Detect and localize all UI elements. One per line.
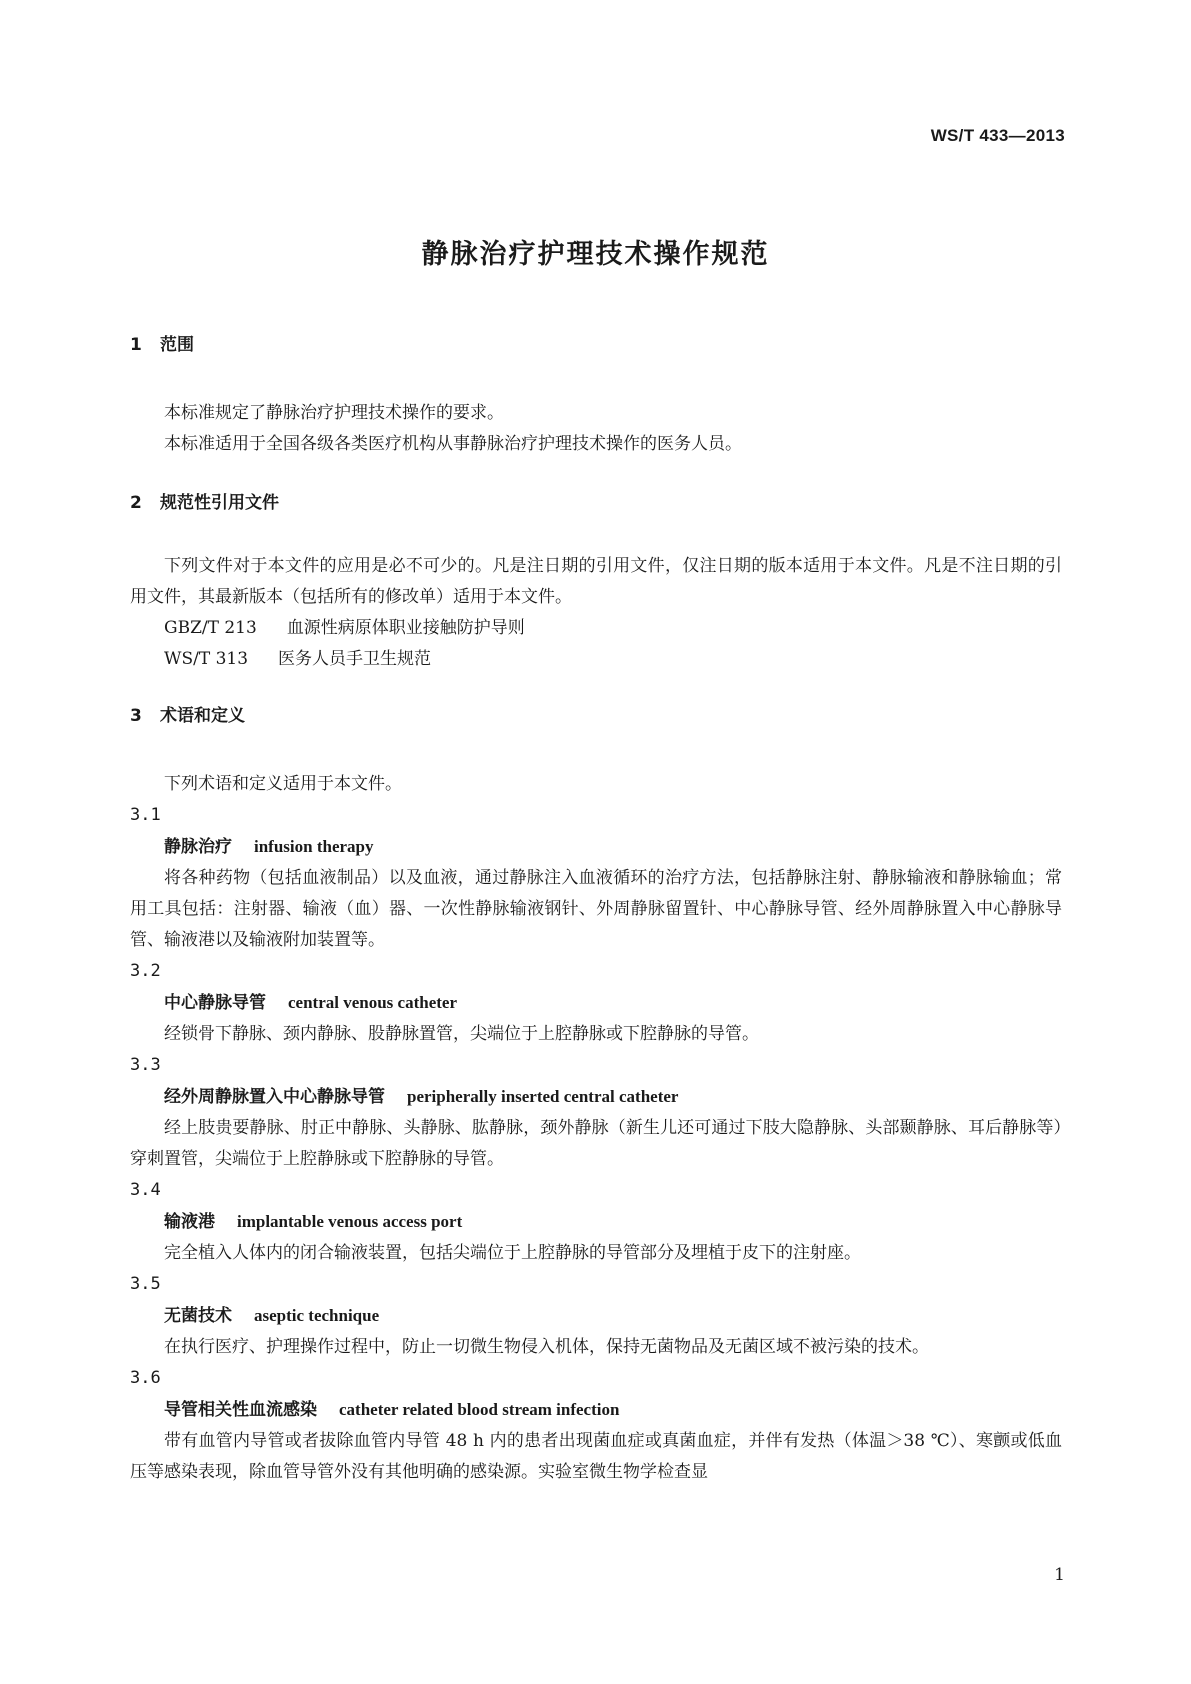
section-heading-terms-definitions — [130, 701, 1062, 731]
section-number: 1 — [130, 335, 142, 355]
term-number: 3.4 — [130, 1180, 161, 1200]
reference-code: GBZ/T 213 — [164, 618, 257, 638]
standard-code: WS/T 433—2013 — [930, 126, 1065, 145]
term-heading — [130, 831, 1062, 863]
document-body — [130, 330, 1062, 1488]
paragraph: 下列文件对于本文件的应用是必不可少的。凡是注日期的引用文件，仅注日期的版本适用于本文件。凡是不注日期的引用文件，其最新版本（包括所有的修改单）适用于本文件。 — [130, 556, 1062, 607]
term-en: catheter related blood stream infection — [339, 1400, 620, 1419]
section-title: 范围 — [160, 335, 194, 355]
reference-item — [130, 644, 1062, 675]
reference-title: 医务人员手卫生规范 — [278, 649, 432, 669]
section-heading-normative-references — [130, 488, 1062, 518]
term-number: 3.3 — [130, 1055, 161, 1075]
term-en: infusion therapy — [254, 837, 374, 856]
term-definition: 完全植入人体内的闭合输液装置，包括尖端位于上腔静脉的导管部分及埋植于皮下的注射座。 — [164, 1243, 861, 1263]
term-en: aseptic technique — [254, 1306, 380, 1325]
term-definition: 将各种药物（包括血液制品）以及血液，通过静脉注入血液循环的治疗方法，包括静脉注射、静脉输液和静脉输血；常用工具包括：注射器、输液（血）器、一次性静脉输液钢针、外周静脉留置针、中心静脉导管、经外周静脉置入中心静脉导管、输液港以及输液附加装置等。 — [130, 868, 1062, 950]
section-title: 术语和定义 — [160, 706, 245, 726]
term-heading — [130, 1394, 1062, 1426]
term-en: peripherally inserted central catheter — [407, 1087, 679, 1106]
term-zh: 中心静脉导管 — [164, 993, 266, 1013]
reference-item — [130, 613, 1062, 644]
term-number: 3.1 — [130, 805, 161, 825]
term-definition: 经锁骨下静脉、颈内静脉、股静脉置管，尖端位于上腔静脉或下腔静脉的导管。 — [164, 1024, 759, 1044]
paragraph: 本标准规定了静脉治疗护理技术操作的要求。 — [164, 403, 504, 423]
term-zh: 导管相关性血流感染 — [164, 1400, 317, 1420]
term-zh: 经外周静脉置入中心静脉导管 — [164, 1087, 385, 1107]
term-en: implantable venous access port — [237, 1212, 463, 1231]
section-heading-scope — [130, 330, 1062, 360]
term-heading — [130, 1081, 1062, 1113]
term-zh: 静脉治疗 — [164, 837, 232, 857]
section-number: 2 — [130, 493, 142, 513]
reference-code: WS/T 313 — [164, 649, 249, 669]
page-number: 1 — [1054, 1565, 1065, 1585]
section-number: 3 — [130, 706, 142, 726]
term-heading — [130, 987, 1062, 1019]
term-number: 3.6 — [130, 1368, 161, 1388]
reference-title: 血源性病原体职业接触防护导则 — [286, 618, 525, 638]
term-heading — [130, 1300, 1062, 1332]
term-en: central venous catheter — [288, 993, 458, 1012]
document-title: 静脉治疗护理技术操作规范 — [421, 239, 770, 270]
term-zh: 输液港 — [164, 1212, 215, 1232]
term-definition: 经上肢贵要静脉、肘正中静脉、头静脉、肱静脉，颈外静脉（新生儿还可通过下肢大隐静脉、头部颞静脉、耳后静脉等）穿刺置管，尖端位于上腔静脉或下腔静脉的导管。 — [130, 1118, 1062, 1169]
term-number: 3.2 — [130, 961, 161, 981]
paragraph: 下列术语和定义适用于本文件。 — [164, 774, 402, 794]
term-definition: 带有血管内导管或者拔除血管内导管 48 h 内的患者出现菌血症或真菌血症，并伴有发热（体温＞38 ℃）、寒颤或低血压等感染表现，除血管导管外没有其他明确的感染源。实验室微生物学检查显 — [130, 1431, 1062, 1482]
term-zh: 无菌技术 — [164, 1306, 232, 1326]
section-title: 规范性引用文件 — [160, 493, 279, 513]
term-number: 3.5 — [130, 1274, 161, 1294]
paragraph: 本标准适用于全国各级各类医疗机构从事静脉治疗护理技术操作的医务人员。 — [164, 434, 742, 454]
term-heading — [130, 1206, 1062, 1238]
term-definition: 在执行医疗、护理操作过程中，防止一切微生物侵入机体，保持无菌物品及无菌区域不被污染的技术。 — [164, 1337, 929, 1357]
